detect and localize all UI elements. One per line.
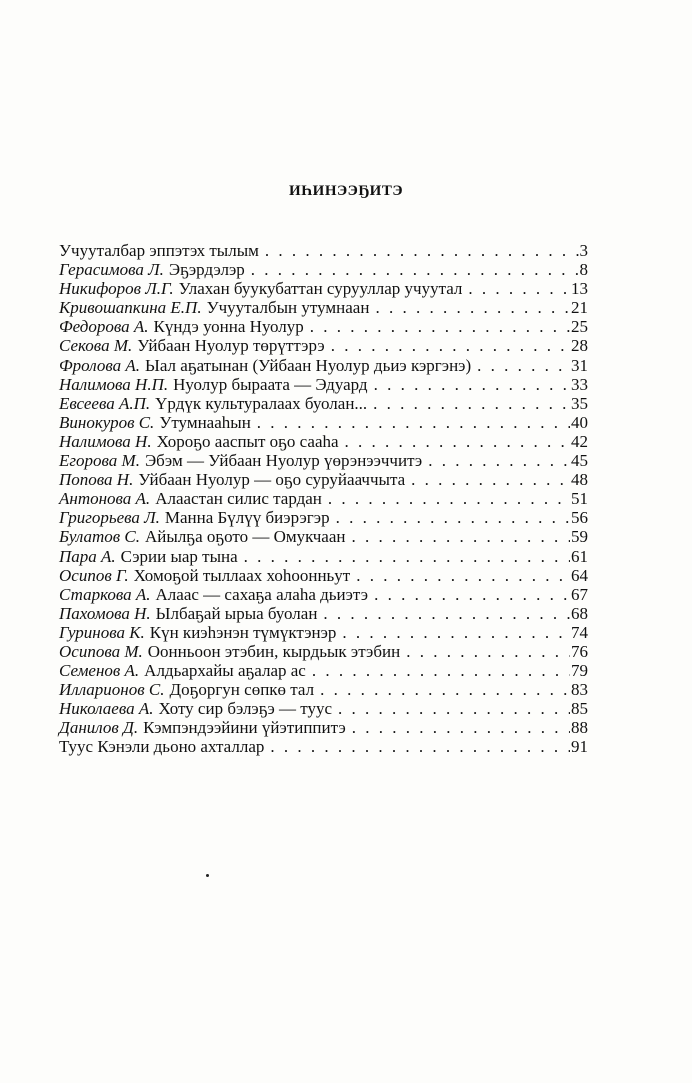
entry-author: Винокуров С. bbox=[59, 412, 155, 432]
toc-entry bbox=[59, 661, 588, 680]
entry-author: Евсеева А.П. bbox=[59, 393, 151, 413]
entry-title: Учууталбын утумнаан bbox=[206, 298, 370, 318]
toc-entry bbox=[59, 566, 588, 585]
dot-leader bbox=[375, 298, 570, 317]
dot-leader bbox=[323, 604, 570, 623]
dot-leader bbox=[345, 432, 570, 451]
entry-title: Уйбаан Нуолур төрүттэрэ bbox=[137, 336, 325, 356]
dot-leader bbox=[356, 566, 570, 585]
entry-title: Утумнааһын bbox=[159, 412, 251, 432]
dot-leader bbox=[351, 527, 570, 546]
entry-page-number: 67 bbox=[571, 584, 588, 604]
toc-entry bbox=[59, 737, 588, 756]
toc-entry bbox=[59, 298, 588, 317]
dot-leader bbox=[342, 623, 570, 642]
entry-title: Доҕоргун сөпкө тал bbox=[169, 680, 315, 700]
entry-page-number: 42 bbox=[571, 431, 588, 451]
entry-page-number: 28 bbox=[571, 336, 588, 356]
dot-leader bbox=[338, 699, 570, 718]
entry-author: Кривошапкина Е.П. bbox=[59, 298, 202, 318]
dot-leader bbox=[428, 451, 570, 470]
entry-title: Манна Бүлүү биэрэгэр bbox=[164, 508, 330, 528]
entry-page-number: 8 bbox=[579, 260, 588, 280]
entry-page-number: 79 bbox=[571, 661, 588, 681]
dot-leader bbox=[320, 680, 570, 699]
entry-page-number: 61 bbox=[571, 546, 588, 566]
toc-entry bbox=[59, 356, 588, 375]
toc-entry bbox=[59, 432, 588, 451]
entry-author: Григорьева Л. bbox=[59, 508, 160, 528]
entry-page-number: 48 bbox=[571, 470, 588, 490]
entry-author: Герасимова Л. bbox=[59, 260, 164, 280]
dot-leader bbox=[374, 585, 570, 604]
entry-author: Булатов С. bbox=[59, 527, 141, 547]
entry-author: Антонова А. bbox=[59, 489, 151, 509]
toc-entry bbox=[59, 585, 588, 604]
entry-title: Алаастан силис тардан bbox=[155, 489, 322, 509]
entry-author: Пахомова Н. bbox=[59, 603, 151, 623]
print-speck bbox=[206, 874, 209, 877]
entry-page-number: 83 bbox=[571, 680, 588, 700]
entry-page-number: 56 bbox=[571, 508, 588, 528]
entry-title: Эҕэрдэлэр bbox=[168, 260, 245, 280]
toc-entry bbox=[59, 470, 588, 489]
entry-page-number: 76 bbox=[571, 641, 588, 661]
toc-entry bbox=[59, 642, 588, 661]
entry-author: Налимова Н. bbox=[59, 431, 152, 451]
toc-entry bbox=[59, 547, 588, 566]
dot-leader bbox=[336, 508, 570, 527]
dot-leader bbox=[310, 317, 570, 336]
entry-author: Семенов А. bbox=[59, 661, 140, 681]
entry-page-number: 13 bbox=[571, 279, 588, 299]
entry-page-number: 51 bbox=[571, 489, 588, 509]
dot-leader bbox=[468, 279, 570, 298]
entry-title: Хороҕо ааспыт оҕо сааһа bbox=[156, 431, 339, 451]
toc-entry bbox=[59, 718, 588, 737]
entry-page-number: 45 bbox=[571, 451, 588, 471]
entry-title: Алаас — сахаҕа алаһа дьиэтэ bbox=[155, 584, 369, 604]
toc-entry bbox=[59, 451, 588, 470]
dot-leader bbox=[411, 470, 570, 489]
entry-title: Оонньоон этэбин, кырдьык этэбин bbox=[147, 641, 401, 661]
entry-author: Егорова М. bbox=[59, 451, 140, 471]
entry-author: Старкова А. bbox=[59, 584, 151, 604]
toc-entry bbox=[59, 394, 588, 413]
entry-title: Улахан буукубаттан сурууллар учуутал bbox=[178, 279, 463, 299]
entry-title: Сэрии ыар тына bbox=[120, 546, 238, 566]
entry-page-number: 64 bbox=[571, 565, 588, 585]
entry-author: Илларионов С. bbox=[59, 680, 165, 700]
entry-author: Никифоров Л.Г. bbox=[59, 279, 174, 299]
entry-author: Осипов Г. bbox=[59, 565, 129, 585]
toc-entry bbox=[59, 680, 588, 699]
entry-title: Айылҕа оҕото — Омукчаан bbox=[145, 527, 346, 547]
toc-entry bbox=[59, 699, 588, 718]
entry-author: Николаева А. bbox=[59, 699, 154, 719]
entry-page-number: 21 bbox=[571, 298, 588, 318]
entry-page-number: 35 bbox=[571, 393, 588, 413]
entry-page-number: 3 bbox=[579, 241, 588, 260]
entry-title: Алдьархайы аҕалар ас bbox=[144, 661, 306, 681]
entry-page-number: 25 bbox=[571, 317, 588, 337]
entry-author: Фролова А. bbox=[59, 355, 141, 375]
entry-author: Пара А. bbox=[59, 546, 116, 566]
entry-page-number: 88 bbox=[571, 718, 588, 738]
toc-entry bbox=[59, 317, 588, 336]
toc-entry bbox=[59, 241, 588, 260]
entry-page-number: 31 bbox=[571, 355, 588, 375]
dot-leader bbox=[477, 356, 570, 375]
entry-page-number: 91 bbox=[571, 737, 588, 757]
toc-entry bbox=[59, 527, 588, 546]
entry-title: Үрдүк культуралаах буолан... bbox=[155, 393, 368, 413]
entry-title: Хомоҕой тыллаах хоһоонньут bbox=[133, 565, 351, 585]
entry-title: Кэмпэндээйини үйэтиппитэ bbox=[143, 718, 346, 738]
entry-title: Ыал аҕатынан (Уйбаан Нуолур дьиэ кэргэнэ) bbox=[145, 355, 472, 375]
entry-page-number: 74 bbox=[571, 622, 588, 642]
entry-title: Күн киэһэнэн түмүктэнэр bbox=[149, 622, 337, 642]
toc-entry bbox=[59, 508, 588, 527]
entry-author: Попова Н. bbox=[59, 470, 134, 490]
toc-entry bbox=[59, 413, 588, 432]
entry-title: Күндэ уонна Нуолур bbox=[153, 317, 304, 337]
dot-leader bbox=[352, 718, 570, 737]
entry-author: Секова М. bbox=[59, 336, 133, 356]
toc-entry bbox=[59, 489, 588, 508]
entry-title: Ылбаҕай ырыа буолан bbox=[155, 603, 318, 623]
entry-author: Данилов Д. bbox=[59, 718, 139, 738]
dot-leader bbox=[265, 241, 579, 260]
toc-heading: ИҺИНЭЭҔИТЭ bbox=[288, 183, 404, 199]
entry-title: Учууталбар эппэтэх тылым bbox=[59, 241, 259, 260]
entry-page-number: 85 bbox=[571, 699, 588, 719]
table-of-contents bbox=[59, 241, 588, 757]
dot-leader bbox=[374, 375, 570, 394]
toc-entry bbox=[59, 260, 588, 279]
dot-leader bbox=[328, 489, 570, 508]
dot-leader bbox=[312, 661, 570, 680]
dot-leader bbox=[251, 260, 579, 279]
dot-leader bbox=[331, 336, 570, 355]
entry-page-number: 40 bbox=[571, 412, 588, 432]
entry-page-number: 33 bbox=[571, 374, 588, 394]
entry-title: Эбэм — Уйбаан Нуолур үөрэнээччитэ bbox=[144, 451, 423, 471]
entry-title: Уйбаан Нуолур — оҕо суруйааччыта bbox=[138, 470, 406, 490]
entry-author: Гуринова К. bbox=[59, 622, 145, 642]
entry-page-number: 59 bbox=[571, 527, 588, 547]
dot-leader bbox=[406, 642, 570, 661]
entry-title: Нуолур быраата — Эдуард bbox=[173, 374, 368, 394]
dot-leader bbox=[257, 413, 570, 432]
toc-entry bbox=[59, 336, 588, 355]
entry-author: Федорова А. bbox=[59, 317, 149, 337]
entry-title: Туус Кэнэли дьоно ахталлар bbox=[59, 737, 265, 757]
entry-author: Налимова Н.П. bbox=[59, 374, 169, 394]
entry-page-number: 68 bbox=[571, 603, 588, 623]
dot-leader bbox=[373, 394, 570, 413]
toc-entry bbox=[59, 279, 588, 298]
entry-title: Хоту сир бэлэҕэ — туус bbox=[158, 699, 333, 719]
entry-author: Осипова М. bbox=[59, 641, 143, 661]
toc-entry bbox=[59, 375, 588, 394]
dot-leader bbox=[244, 547, 570, 566]
dot-leader bbox=[270, 737, 570, 756]
toc-entry bbox=[59, 604, 588, 623]
toc-entry bbox=[59, 623, 588, 642]
